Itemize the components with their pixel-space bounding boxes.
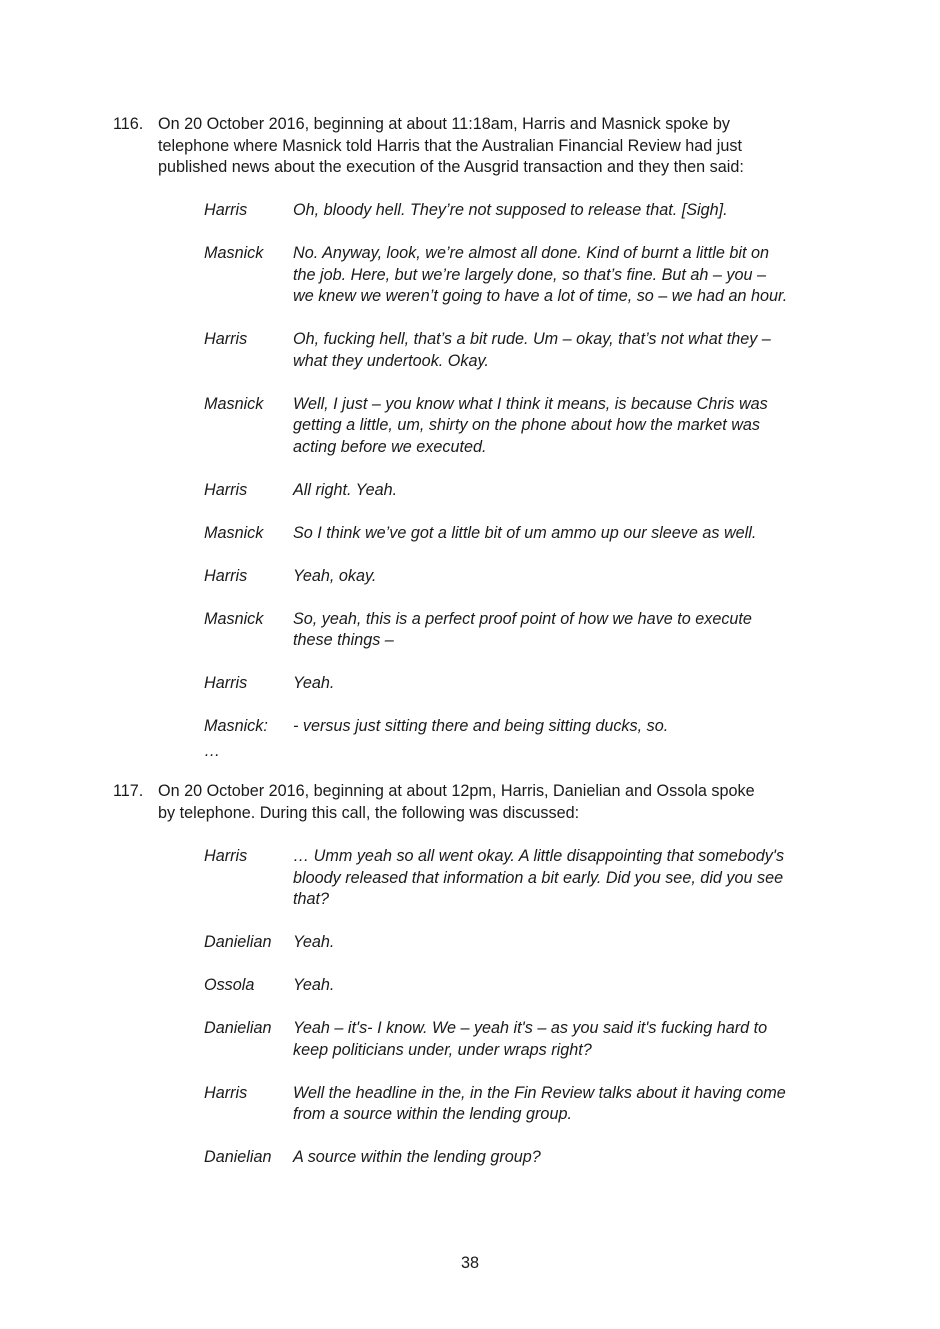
speaker-name: Harris bbox=[204, 847, 248, 865]
speaker-name: Danielian bbox=[204, 1148, 272, 1166]
paragraph-text: On 20 October 2016, beginning at about 11:18am, Harris and Masnick spoke by telephone where Masnick told Harris that the Australian Financial Review had just published news about the execution of the Ausgrid transaction and they then said: bbox=[158, 115, 744, 176]
transcript-line bbox=[204, 1018, 844, 1061]
speech-text: All right. Yeah. bbox=[293, 480, 398, 499]
transcript-line bbox=[204, 932, 844, 954]
transcript-line bbox=[204, 609, 844, 652]
speech-text: … Umm yeah so all went okay. A little disappointing that somebody's bloody released that information a bit early. Did you see, did you see that? bbox=[293, 847, 785, 908]
paragraph-number: 117. bbox=[113, 782, 144, 800]
transcript-line bbox=[204, 673, 844, 695]
transcript-line bbox=[204, 523, 844, 545]
speech-text: Well the headline in the, in the Fin Review talks about it having come from a source within the lending group. bbox=[293, 1083, 786, 1123]
speech-text: Yeah – it's- I know. We – yeah it's – as you said it's fucking hard to keep politicians under, under wraps right? bbox=[293, 1019, 768, 1059]
speaker-name: Danielian bbox=[204, 933, 272, 951]
transcript-line bbox=[204, 846, 844, 911]
speech-text: A source within the lending group? bbox=[293, 1148, 541, 1166]
transcript-116 bbox=[204, 200, 844, 738]
speaker-name: Harris bbox=[204, 480, 248, 499]
speaker-name: Masnick bbox=[204, 394, 264, 413]
transcript-117 bbox=[204, 846, 844, 1169]
speaker-name: Harris bbox=[204, 1083, 248, 1102]
speaker-name: Ossola bbox=[204, 976, 255, 994]
transcript-line bbox=[204, 566, 844, 588]
paragraph-number: 116. bbox=[113, 115, 144, 133]
transcript-line bbox=[204, 1083, 844, 1126]
speaker-name: Harris bbox=[204, 330, 248, 348]
speech-text: Yeah. bbox=[293, 933, 335, 951]
speaker-name: Harris bbox=[204, 566, 248, 585]
speech-text: Well, I just – you know what I think it means, is because Chris was getting a little, um, shirty on the phone about how the market was acting before we executed. bbox=[293, 394, 768, 456]
paragraph-116 bbox=[113, 114, 813, 179]
speaker-name: Harris bbox=[204, 674, 248, 692]
speech-text: Yeah. bbox=[293, 976, 335, 994]
transcript-line bbox=[204, 975, 844, 997]
speech-text: So, yeah, this is a perfect proof point of how we have to execute these things – bbox=[293, 609, 752, 649]
transcript-line bbox=[204, 1147, 844, 1169]
speaker-name: Harris bbox=[204, 201, 248, 219]
transcript-line bbox=[204, 200, 844, 222]
speaker-name: Masnick: bbox=[204, 717, 268, 735]
speech-text: Yeah, okay. bbox=[293, 566, 377, 585]
speech-text: - versus just sitting there and being sitting ducks, so. bbox=[293, 717, 669, 735]
speech-text: No. Anyway, look, we’re almost all done. Kind of burnt a little bit on the job. Here, but we’re largely done, so that’s fine. But ah – you – we knew we weren’t going to have a lot of time, so – we had an hour. bbox=[293, 244, 788, 305]
transcript-line bbox=[204, 480, 844, 502]
speech-text: Yeah. bbox=[293, 674, 335, 692]
transcript-line bbox=[204, 716, 844, 738]
speech-text: So I think we’ve got a little bit of um ammo up our sleeve as well. bbox=[293, 523, 757, 542]
speaker-name: Masnick bbox=[204, 244, 264, 262]
page-number: 38 bbox=[460, 1254, 479, 1272]
speech-text: Oh, bloody hell. They’re not supposed to release that. [Sigh]. bbox=[293, 201, 728, 219]
speaker-name: Masnick bbox=[204, 523, 264, 542]
speaker-name: Danielian bbox=[204, 1019, 272, 1037]
speech-text: Oh, fucking hell, that’s a bit rude. Um – okay, that’s not what they – what they undertook. Okay. bbox=[293, 330, 771, 370]
speaker-name: Masnick bbox=[204, 609, 264, 628]
omission-ellipsis: … bbox=[204, 742, 221, 760]
transcript-line bbox=[204, 329, 844, 372]
transcript-line bbox=[204, 394, 844, 459]
paragraph-117 bbox=[113, 781, 813, 824]
paragraph-text: On 20 October 2016, beginning at about 12pm, Harris, Danielian and Ossola spoke by telephone. During this call, the following was discussed: bbox=[158, 782, 755, 822]
transcript-line bbox=[204, 243, 844, 308]
